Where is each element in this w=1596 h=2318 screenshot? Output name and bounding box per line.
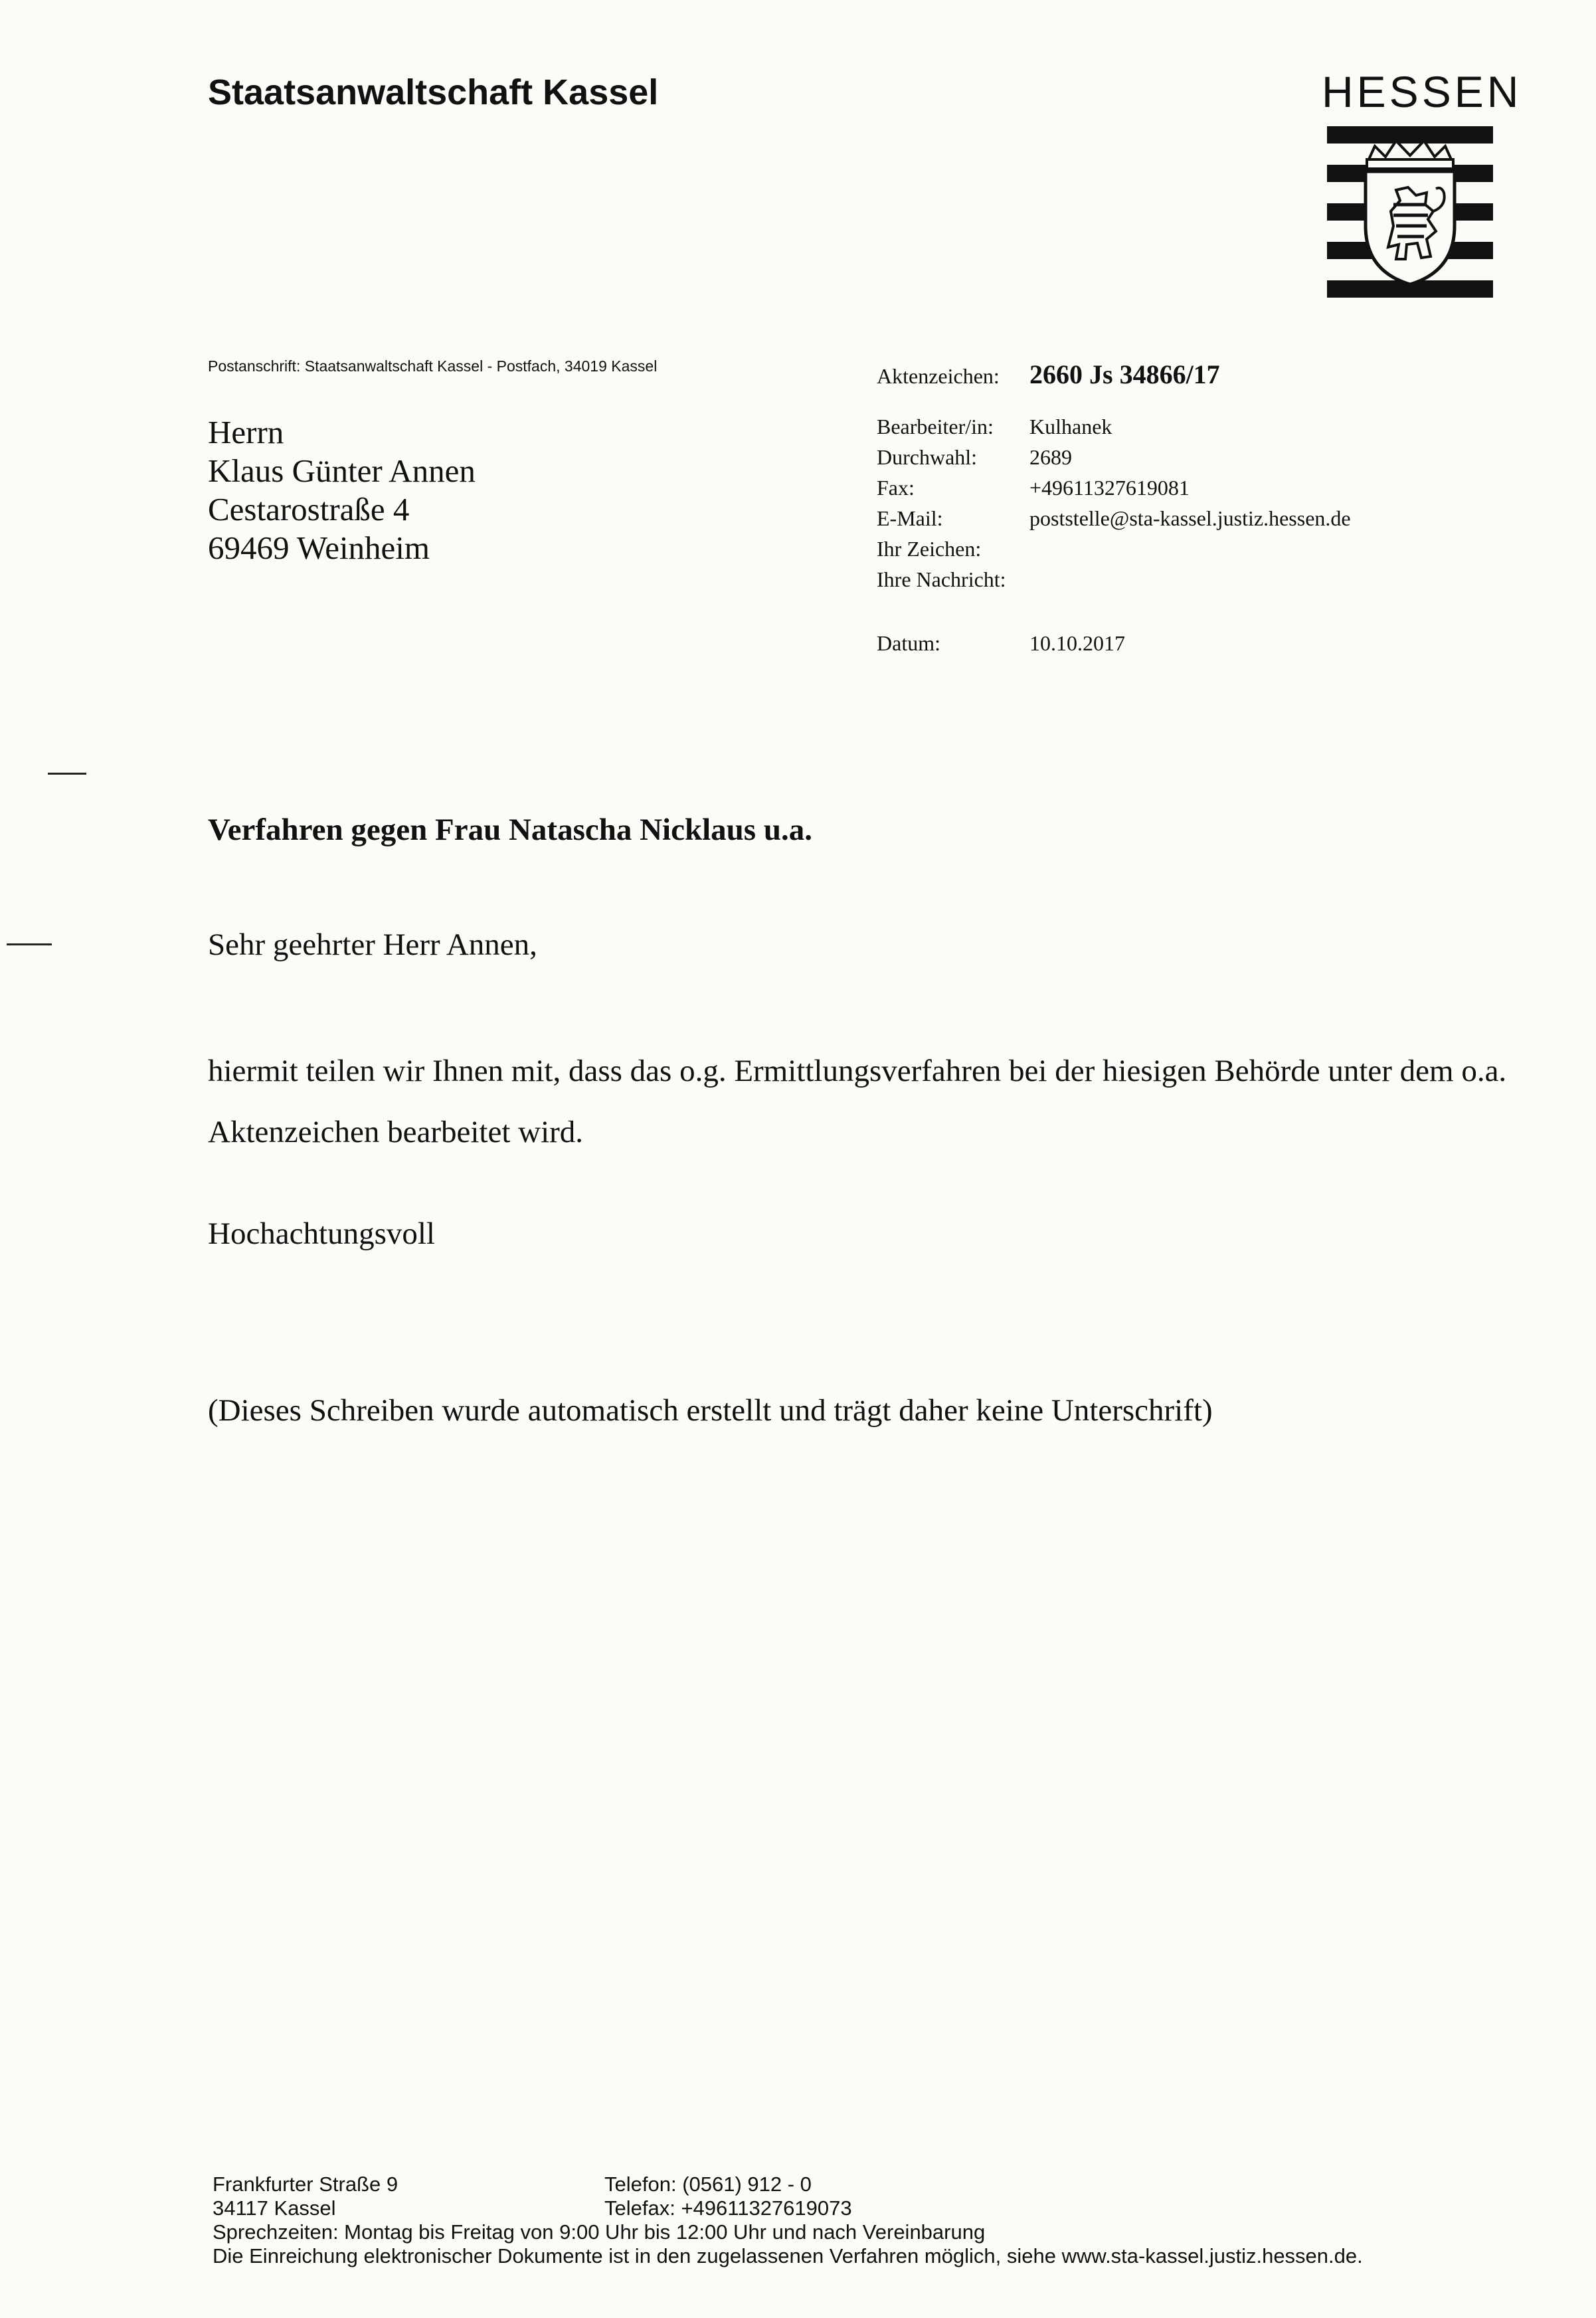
recipient-address <box>208 413 476 567</box>
fold-mark <box>48 773 86 775</box>
hessen-coat-of-arms-icon <box>1327 126 1493 298</box>
email-label: E-Mail: <box>877 506 943 530</box>
bearbeiter-value: Kulhanek <box>1029 415 1112 438</box>
footer-electronic-submission: Die Einreichung elektronischer Dokumente ist in den zugelassenen Verfahren möglich, siehe www.sta-kassel.justiz.hessen.de. <box>213 2244 1363 2268</box>
datum-label: Datum: <box>877 631 940 655</box>
recipient-city: 69469 Weinheim <box>208 530 430 566</box>
aktenzeichen-value: 2660 Js 34866/17 <box>1029 359 1220 389</box>
ihre-nachricht-label: Ihre Nachricht: <box>877 567 1006 591</box>
body-paragraph: hiermit teilen wir Ihnen mit, dass das o.g. Ermittlungsverfahren bei der hiesigen Behörde unter dem o.a. Aktenzeichen bearbeitet wird. <box>208 1054 1507 1149</box>
bearbeiter-label: Bearbeiter/in: <box>877 415 994 438</box>
durchwahl-label: Durchwahl: <box>877 445 978 469</box>
footer-street: Frankfurter Straße 9 <box>213 2173 399 2196</box>
durchwahl-value: 2689 <box>1029 445 1072 469</box>
fax-label: Fax: <box>877 476 915 500</box>
footer-city: 34117 Kassel <box>213 2196 336 2220</box>
subject-line: Verfahren gegen Frau Natascha Nicklaus u.a. <box>208 813 812 847</box>
datum-value: 10.10.2017 <box>1029 631 1125 655</box>
fax-value: +49611327619081 <box>1029 476 1190 500</box>
authority-name: Staatsanwaltschaft Kassel <box>208 72 659 112</box>
recipient-name: Klaus Günter Annen <box>208 452 476 489</box>
aktenzeichen-label: Aktenzeichen: <box>877 364 1000 388</box>
footer-telefax: Telefax: +49611327619073 <box>604 2196 852 2220</box>
salutation: Sehr geehrter Herr Annen, <box>208 927 537 962</box>
email-value: poststelle@sta-kassel.justiz.hessen.de <box>1029 506 1351 530</box>
automatic-letter-note: (Dieses Schreiben wurde automatisch erstellt und trägt daher keine Unterschrift) <box>208 1393 1213 1428</box>
footer-telefon: Telefon: (0561) 912 - 0 <box>604 2173 812 2196</box>
ihr-zeichen-label: Ihr Zeichen: <box>877 537 982 561</box>
recipient-salutation-line: Herrn <box>208 414 284 450</box>
footer-hours: Sprechzeiten: Montag bis Freitag von 9:00 Uhr bis 12:00 Uhr und nach Vereinbarung <box>213 2220 986 2244</box>
closing: Hochachtungsvoll <box>208 1216 435 1251</box>
punch-mark <box>7 943 52 945</box>
state-name: HESSEN <box>1322 67 1522 116</box>
recipient-street: Cestarostraße 4 <box>208 491 410 528</box>
return-address: Postanschrift: Staatsanwaltschaft Kassel - Postfach, 34019 Kassel <box>208 357 658 375</box>
